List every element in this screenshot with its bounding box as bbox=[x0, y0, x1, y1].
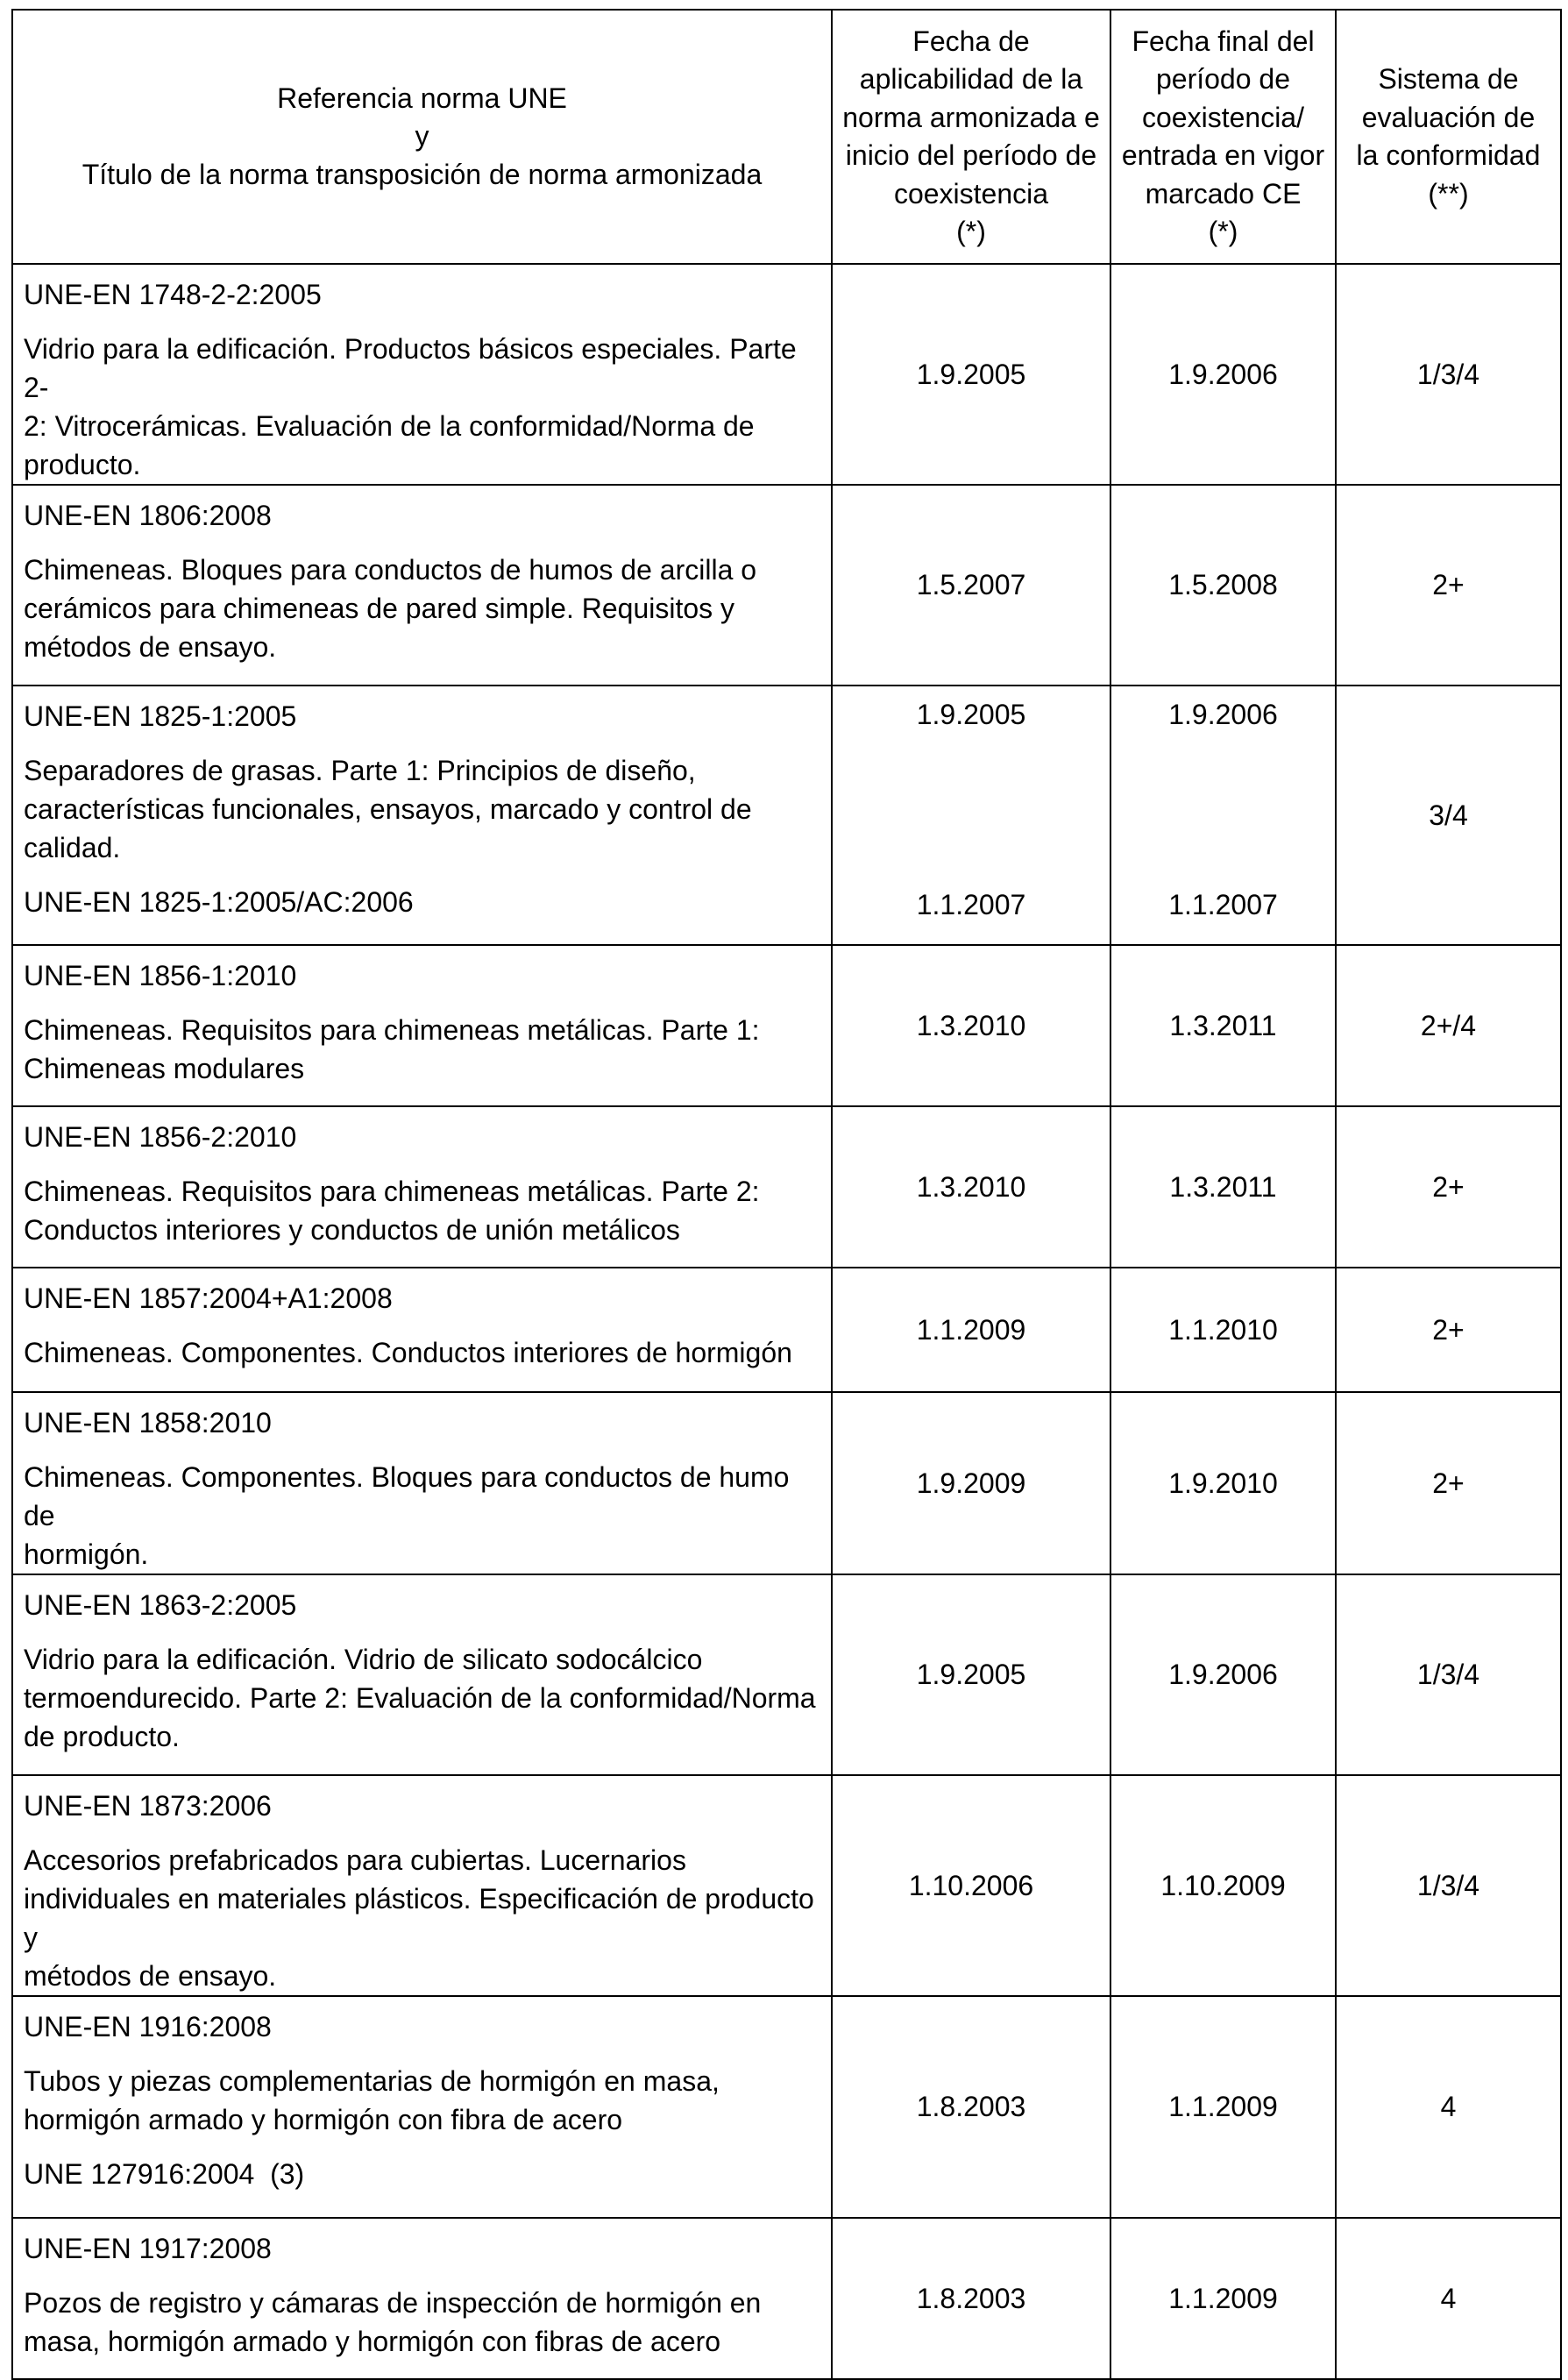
norm-title-line: Separadores de grasas. Parte 1: Principios de diseño, bbox=[24, 755, 696, 786]
conformity-system: 2+ bbox=[1336, 1106, 1561, 1268]
end-date: 1.10.2009 bbox=[1110, 1775, 1336, 1996]
header-end-date: Fecha final del período de coexistencia/ entrada en vigor marcado CE (*) bbox=[1110, 10, 1336, 264]
norm-code: UNE-EN 1748-2-2:2005 bbox=[24, 279, 322, 310]
table-row bbox=[12, 1392, 1561, 1574]
norm-title-line: métodos de ensayo. bbox=[24, 631, 277, 663]
conformity-system: 1/3/4 bbox=[1336, 264, 1561, 485]
applicability-date: 1.10.2006 bbox=[832, 1775, 1110, 1996]
end-date: 1.1.2009 bbox=[1110, 1996, 1336, 2218]
norm-code: UNE-EN 1916:2008 bbox=[24, 2011, 272, 2043]
norm-code: UNE-EN 1858:2010 bbox=[24, 1407, 272, 1439]
conformity-system: 3/4 bbox=[1336, 686, 1561, 945]
reference-cell bbox=[12, 1574, 832, 1775]
applicability-date: 1.9.2005 bbox=[832, 1574, 1110, 1775]
conformity-system: 2+ bbox=[1336, 1392, 1561, 1574]
applicability-date: 1.3.2010 bbox=[832, 945, 1110, 1106]
standards-table bbox=[11, 9, 1562, 2380]
reference-cell bbox=[12, 1996, 832, 2218]
reference-cell bbox=[12, 1392, 832, 1574]
reference-cell bbox=[12, 2218, 832, 2379]
applicability-date: 1.3.2010 bbox=[832, 1106, 1110, 1268]
norm-code: UNE-EN 1873:2006 bbox=[24, 1790, 272, 1822]
norm-code: UNE-EN 1863-2:2005 bbox=[24, 1589, 297, 1621]
applicability-date: 1.9.2005 bbox=[832, 264, 1110, 485]
table-row bbox=[12, 485, 1561, 686]
end-date: 1.3.2011 bbox=[1110, 945, 1336, 1106]
table-row bbox=[12, 1775, 1561, 1996]
norm-title-line: Chimeneas. Componentes. Bloques para conductos de humo de bbox=[24, 1461, 790, 1531]
header-row bbox=[12, 10, 1561, 264]
norm-title-line: características funcionales, ensayos, marcado y control de bbox=[24, 793, 752, 825]
norm-title-line: Vidrio para la edificación. Vidrio de silicato sodocálcico bbox=[24, 1644, 703, 1675]
reference-cell bbox=[12, 1106, 832, 1268]
applicability-date: 1.9.2009 bbox=[832, 1392, 1110, 1574]
standards-table-page bbox=[11, 9, 1560, 2380]
norm-title-line: Chimeneas. Componentes. Conductos interiores de hormigón bbox=[24, 1337, 792, 1368]
norm-title-line: Chimeneas. Requisitos para chimeneas metálicas. Parte 1: bbox=[24, 1014, 760, 1046]
norm-title-line: masa, hormigón armado y hormigón con fibras de acero bbox=[24, 2326, 721, 2357]
norm-code: UNE-EN 1825-1:2005 bbox=[24, 700, 297, 732]
table-row bbox=[12, 1268, 1561, 1392]
norm-code-national: UNE 127916:2004 (3) bbox=[24, 2158, 305, 2190]
norm-code: UNE-EN 1856-1:2010 bbox=[24, 960, 297, 991]
end-date: 1.1.2010 bbox=[1110, 1268, 1336, 1392]
end-date: 1.5.2008 bbox=[1110, 485, 1336, 686]
table-row bbox=[12, 264, 1561, 485]
conformity-system: 2+/4 bbox=[1336, 945, 1561, 1106]
reference-cell bbox=[12, 1775, 832, 1996]
end-date-amendment: 1.1.2007 bbox=[1168, 889, 1278, 920]
conformity-system: 1/3/4 bbox=[1336, 1775, 1561, 1996]
norm-title-line: hormigón armado y hormigón con fibra de acero bbox=[24, 2104, 623, 2135]
norm-title-line: cerámicos para chimeneas de pared simple. Requisitos y bbox=[24, 593, 735, 624]
table-row bbox=[12, 945, 1561, 1106]
header-applicability-date: Fecha de aplicabilidad de la norma armonizada e inicio del período de coexistencia (*) bbox=[832, 10, 1110, 264]
norm-title-line: 2: Vitrocerámicas. Evaluación de la conformidad/Norma de bbox=[24, 410, 755, 442]
end-date: 1.1.2009 bbox=[1110, 2218, 1336, 2379]
end-date-cell bbox=[1110, 686, 1336, 945]
norm-title-line: Chimeneas. Requisitos para chimeneas metálicas. Parte 2: bbox=[24, 1176, 760, 1207]
end-date: 1.3.2011 bbox=[1110, 1106, 1336, 1268]
norm-code: UNE-EN 1856-2:2010 bbox=[24, 1121, 297, 1153]
reference-cell bbox=[12, 1268, 832, 1392]
applicability-date-cell bbox=[832, 686, 1110, 945]
reference-cell bbox=[12, 945, 832, 1106]
table-row bbox=[12, 1996, 1561, 2218]
norm-code: UNE-EN 1806:2008 bbox=[24, 500, 272, 531]
norm-title-line: Chimeneas. Bloques para conductos de humos de arcilla o bbox=[24, 554, 757, 586]
norm-code: UNE-EN 1857:2004+A1:2008 bbox=[24, 1282, 393, 1314]
norm-title-line: de producto. bbox=[24, 1721, 180, 1752]
reference-cell bbox=[12, 485, 832, 686]
norm-code: UNE-EN 1917:2008 bbox=[24, 2233, 272, 2264]
conformity-system: 4 bbox=[1336, 1996, 1561, 2218]
norm-code-amendment: UNE-EN 1825-1:2005/AC:2006 bbox=[24, 886, 414, 918]
conformity-system: 4 bbox=[1336, 2218, 1561, 2379]
table-row bbox=[12, 1574, 1561, 1775]
norm-title-line: Accesorios prefabricados para cubiertas. Lucernarios bbox=[24, 1844, 686, 1876]
reference-cell bbox=[12, 264, 832, 485]
norm-title-line: Pozos de registro y cámaras de inspección de hormigón en bbox=[24, 2287, 762, 2319]
norm-title-line: termoendurecido. Parte 2: Evaluación de la conformidad/Norma bbox=[24, 1682, 816, 1714]
end-date: 1.9.2006 bbox=[1110, 1574, 1336, 1775]
applicability-date: 1.9.2005 bbox=[916, 699, 1026, 730]
applicability-date: 1.8.2003 bbox=[832, 2218, 1110, 2379]
norm-title-line: producto. bbox=[24, 449, 141, 480]
norm-title-line: Conductos interiores y conductos de unión metálicos bbox=[24, 1214, 680, 1246]
conformity-system: 2+ bbox=[1336, 1268, 1561, 1392]
end-date: 1.9.2006 bbox=[1110, 264, 1336, 485]
conformity-system: 2+ bbox=[1336, 485, 1561, 686]
applicability-date: 1.8.2003 bbox=[832, 1996, 1110, 2218]
end-date: 1.9.2006 bbox=[1168, 699, 1278, 730]
conformity-system: 1/3/4 bbox=[1336, 1574, 1561, 1775]
applicability-date-amendment: 1.1.2007 bbox=[916, 889, 1026, 920]
table-row bbox=[12, 2218, 1561, 2379]
norm-title-line: calidad. bbox=[24, 832, 121, 863]
header-reference: Referencia norma UNE y Título de la norma transposición de norma armonizada bbox=[12, 10, 832, 264]
reference-cell bbox=[12, 686, 832, 945]
applicability-date: 1.1.2009 bbox=[832, 1268, 1110, 1392]
norm-title-line: individuales en materiales plásticos. Especificación de producto y bbox=[24, 1883, 814, 1953]
norm-title-line: hormigón. bbox=[24, 1538, 149, 1570]
norm-title-line: Chimeneas modulares bbox=[24, 1053, 305, 1084]
header-conformity-system: Sistema de evaluación de la conformidad (**) bbox=[1336, 10, 1561, 264]
table-row bbox=[12, 1106, 1561, 1268]
table-row bbox=[12, 686, 1561, 945]
norm-title-line: Vidrio para la edificación. Productos básicos especiales. Parte 2- bbox=[24, 333, 797, 403]
norm-title-line: métodos de ensayo. bbox=[24, 1960, 277, 1992]
applicability-date: 1.5.2007 bbox=[832, 485, 1110, 686]
end-date: 1.9.2010 bbox=[1110, 1392, 1336, 1574]
norm-title-line: Tubos y piezas complementarias de hormigón en masa, bbox=[24, 2065, 720, 2097]
